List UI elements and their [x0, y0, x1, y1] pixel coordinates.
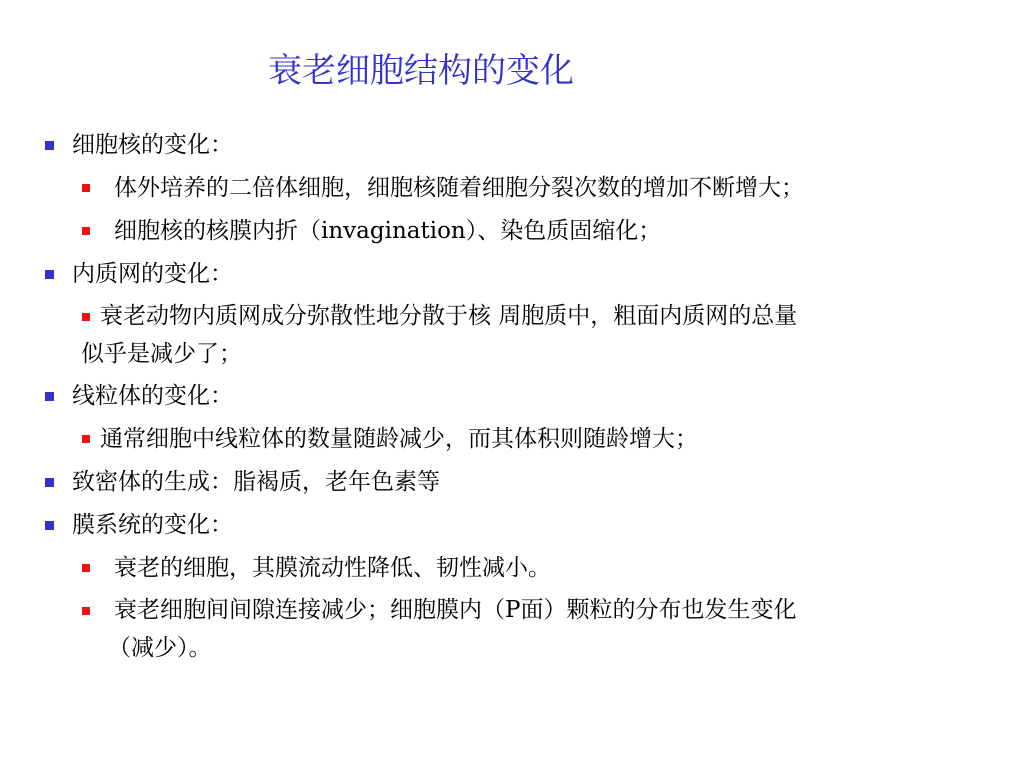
blue-square-bullet-icon — [45, 521, 54, 530]
red-square-bullet-icon — [82, 184, 90, 192]
sub-list-item-text: 衰老的细胞，其膜流动性降低、韧性减小。 — [114, 555, 551, 581]
list-item — [0, 125, 1024, 165]
sub-list-item-text: 通常细胞中线粒体的数量随龄减少，而其体积则随龄增大； — [100, 426, 698, 452]
sub-list-item-text: 细胞核的核膜内折（invagination）、染色质固缩化； — [114, 218, 662, 244]
blue-square-bullet-icon — [45, 392, 54, 401]
sub-list-item-text-continued: （减少）。 — [108, 635, 212, 661]
blue-square-bullet-icon — [45, 141, 54, 150]
bullet-list — [0, 122, 1024, 667]
sub-list-item-text: 体外培养的二倍体细胞，细胞核随着细胞分裂次数的增加不断增大； — [114, 175, 804, 201]
list-item-text: 线粒体的变化： — [72, 383, 233, 409]
list-item-text: 致密体的生成：脂褐质，老年色素等 — [72, 469, 440, 495]
sub-list-item — [0, 419, 1024, 459]
sub-list-item-text: 衰老动物内质网成分弥散性地分散于核 周胞质中，粗面内质网的总量 — [100, 303, 798, 329]
red-square-bullet-icon — [82, 435, 90, 443]
red-square-bullet-icon — [82, 227, 90, 235]
sub-list-item — [0, 548, 1024, 588]
list-item-text: 内质网的变化： — [72, 261, 233, 287]
list-item — [0, 376, 1024, 416]
sub-list-item-text: 衰老细胞间间隙连接减少；细胞膜内（P面）颗粒的分布也发生变化 — [114, 597, 797, 623]
list-item-text: 膜系统的变化： — [72, 512, 233, 538]
sub-list-item-text-continued: 似乎是减少了； — [81, 341, 242, 367]
list-item — [0, 505, 1024, 545]
sub-list-item — [0, 211, 1024, 251]
blue-square-bullet-icon — [45, 270, 54, 279]
sub-list-item — [0, 591, 1024, 667]
red-square-bullet-icon — [82, 607, 90, 615]
list-item — [0, 462, 1024, 502]
blue-square-bullet-icon — [45, 478, 54, 487]
list-item — [0, 254, 1024, 294]
sub-list-item — [0, 297, 1024, 373]
red-square-bullet-icon — [82, 564, 90, 572]
list-item-text: 细胞核的变化： — [72, 132, 233, 158]
slide-title: 衰老细胞结构的变化 — [268, 51, 574, 91]
sub-list-item — [0, 168, 1024, 208]
red-square-bullet-icon — [82, 313, 90, 321]
